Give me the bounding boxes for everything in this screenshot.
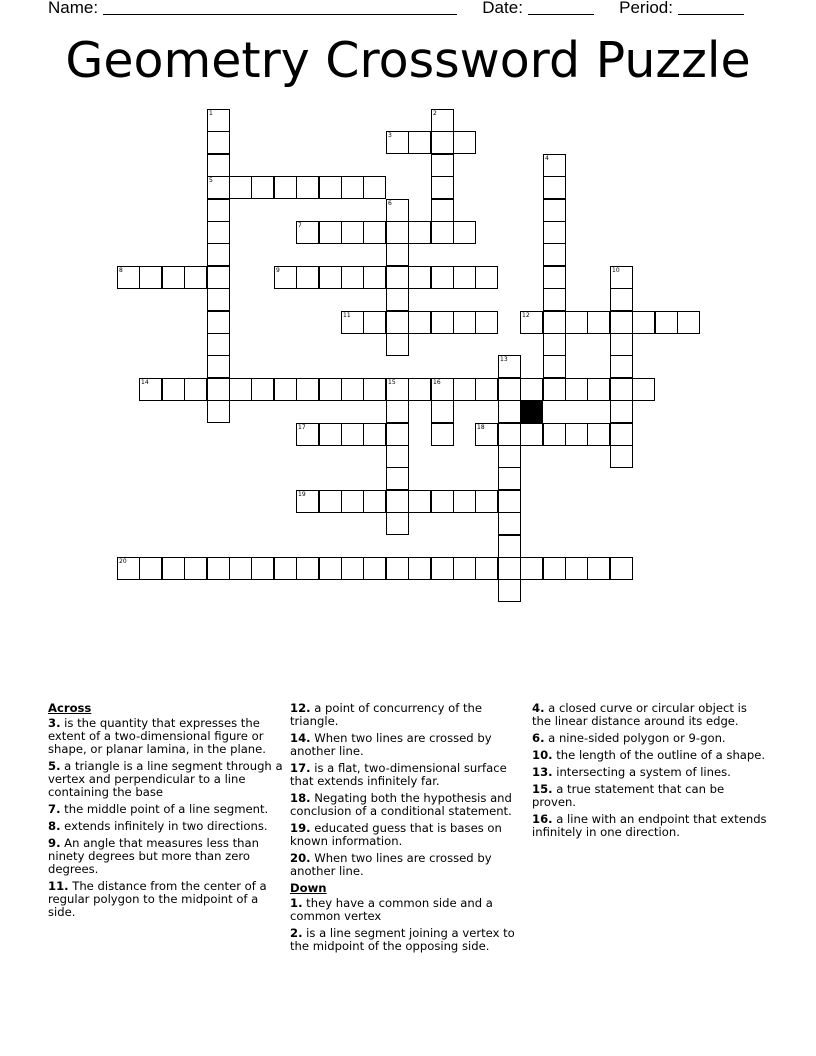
crossword-cell[interactable]: [408, 490, 431, 513]
crossword-cell[interactable]: [319, 557, 342, 580]
crossword-cell[interactable]: [229, 176, 252, 199]
clue-down-15: 15. a true statement that can be proven.: [532, 782, 725, 809]
crossword-cell[interactable]: [498, 490, 521, 513]
crossword-cell[interactable]: [207, 199, 230, 222]
crossword-cell[interactable]: [408, 378, 431, 401]
name-label: Name:: [48, 0, 99, 17]
crossword-cell[interactable]: [139, 378, 162, 401]
crossword-cell[interactable]: [341, 423, 364, 446]
crossword-cell[interactable]: [498, 579, 521, 602]
clue-across-14: 14. When two lines are crossed by another line.: [290, 731, 492, 758]
clue-number: 7: [298, 222, 302, 229]
crossword-cell[interactable]: [543, 333, 566, 356]
clue-down-4: 4. a closed curve or circular object is the linear distance around its edge.: [532, 701, 747, 728]
crossword-cell[interactable]: [341, 311, 364, 334]
crossword-cell[interactable]: [610, 445, 633, 468]
crossword-cell[interactable]: [296, 221, 319, 244]
crossword-cell[interactable]: [408, 266, 431, 289]
crossword-cell[interactable]: [587, 423, 610, 446]
crossword-cell[interactable]: [610, 333, 633, 356]
crossword-cell[interactable]: [363, 311, 386, 334]
crossword-cell[interactable]: [610, 378, 633, 401]
clue-number: 17: [298, 424, 306, 431]
crossword-cell[interactable]: [117, 557, 140, 580]
clue-number: 2: [433, 110, 437, 117]
crossword-cell[interactable]: [363, 490, 386, 513]
crossword-cell[interactable]: [386, 512, 409, 535]
crossword-cell[interactable]: [296, 176, 319, 199]
crossword-cell[interactable]: [431, 176, 454, 199]
crossword-cell[interactable]: [543, 199, 566, 222]
clue-number: 11: [343, 312, 351, 319]
crossword-cell[interactable]: [632, 311, 655, 334]
crossword-cell[interactable]: [296, 266, 319, 289]
clue-down-1: 1. they have a common side and a common vertex: [290, 896, 493, 923]
clue-down-13: 13. intersecting a system of lines.: [532, 765, 731, 779]
crossword-cell[interactable]: [431, 378, 454, 401]
crossword-cell[interactable]: [587, 557, 610, 580]
crossword-cell[interactable]: [543, 355, 566, 378]
crossword-cell[interactable]: [498, 400, 521, 423]
crossword-cell[interactable]: [610, 423, 633, 446]
crossword-cell[interactable]: [363, 266, 386, 289]
crossword-cell[interactable]: [431, 221, 454, 244]
crossword-cell[interactable]: [475, 423, 498, 446]
clue-down-6: 6. a nine-sided polygon or 9-gon.: [532, 731, 726, 745]
clues-column-3: [532, 702, 768, 843]
crossword-cell[interactable]: [565, 423, 588, 446]
crossword-cell[interactable]: [408, 311, 431, 334]
crossword-cell[interactable]: [207, 266, 230, 289]
crossword-cell[interactable]: [139, 266, 162, 289]
crossword-cell[interactable]: [453, 557, 476, 580]
crossword-cell[interactable]: [184, 378, 207, 401]
crossword-cell[interactable]: [207, 154, 230, 177]
across-heading: Across: [48, 701, 92, 715]
crossword-cell[interactable]: [274, 557, 297, 580]
crossword-cell[interactable]: [319, 423, 342, 446]
clue-number: 18: [477, 424, 485, 431]
crossword-cell[interactable]: [520, 557, 543, 580]
crossword-cell[interactable]: [475, 311, 498, 334]
crossword-cell[interactable]: [610, 311, 633, 334]
clue-across-3: 3. is the quantity that expresses the extent of a two-dimensional figure or shape, or planar lamina, in the plane.: [48, 716, 266, 756]
crossword-cell[interactable]: [162, 557, 185, 580]
crossword-cell[interactable]: [386, 131, 409, 154]
crossword-cell[interactable]: [386, 423, 409, 446]
crossword-cell[interactable]: [319, 490, 342, 513]
crossword-cell[interactable]: [453, 490, 476, 513]
crossword-cell[interactable]: [296, 557, 319, 580]
crossword-cell[interactable]: [632, 378, 655, 401]
down-heading: Down: [290, 881, 327, 895]
crossword-cell[interactable]: [498, 378, 521, 401]
crossword-cell[interactable]: [207, 355, 230, 378]
crossword-cell[interactable]: [498, 557, 521, 580]
crossword-cell[interactable]: [139, 557, 162, 580]
crossword-cell[interactable]: [229, 378, 252, 401]
clue-number: 20: [119, 558, 127, 565]
clue-across-20: 20. When two lines are crossed by another line.: [290, 851, 492, 878]
period-label: Period:: [619, 0, 673, 17]
clue-down-10: 10. the length of the outline of a shape.: [532, 748, 766, 762]
crossword-cell[interactable]: [207, 557, 230, 580]
crossword-cell[interactable]: [431, 557, 454, 580]
clues-column-2: [290, 702, 526, 957]
crossword-cell[interactable]: [319, 266, 342, 289]
crossword-cell[interactable]: [543, 557, 566, 580]
crossword-cell[interactable]: [162, 378, 185, 401]
crossword-cell[interactable]: [319, 221, 342, 244]
crossword-cell[interactable]: [229, 557, 252, 580]
crossword-cell[interactable]: [408, 131, 431, 154]
crossword-cell[interactable]: [341, 266, 364, 289]
crossword-cell[interactable]: [453, 311, 476, 334]
clue-number: 9: [276, 267, 280, 274]
crossword-cell[interactable]: [453, 131, 476, 154]
crossword-cell[interactable]: [207, 288, 230, 311]
crossword-cell[interactable]: [319, 378, 342, 401]
crossword-cell[interactable]: [543, 423, 566, 446]
crossword-cell[interactable]: [520, 378, 543, 401]
crossword-cell[interactable]: [431, 311, 454, 334]
clue-across-17: 17. is a flat, two-dimensional surface that extends infinitely far.: [290, 761, 507, 788]
crossword-cell[interactable]: [386, 266, 409, 289]
crossword-cell[interactable]: [363, 378, 386, 401]
crossword-cell[interactable]: [498, 355, 521, 378]
crossword-cell[interactable]: [475, 557, 498, 580]
crossword-cell[interactable]: [184, 266, 207, 289]
crossword-cell[interactable]: [431, 199, 454, 222]
crossword-cell[interactable]: [543, 243, 566, 266]
crossword-cell[interactable]: [207, 400, 230, 423]
clue-number: 5: [209, 177, 213, 184]
crossword-cell[interactable]: [543, 221, 566, 244]
crossword-cell[interactable]: [386, 445, 409, 468]
crossword-cell[interactable]: [162, 266, 185, 289]
crossword-cell[interactable]: [543, 288, 566, 311]
crossword-cell[interactable]: [386, 467, 409, 490]
crossword-cell[interactable]: [543, 154, 566, 177]
crossword-cell[interactable]: [386, 243, 409, 266]
clue-number: 1: [209, 110, 213, 117]
clue-number: 16: [433, 379, 441, 386]
crossword-cell[interactable]: [207, 311, 230, 334]
clue-number: 6: [388, 200, 392, 207]
crossword-cell[interactable]: [408, 557, 431, 580]
crossword-cell[interactable]: [587, 311, 610, 334]
crossword-cell[interactable]: [341, 490, 364, 513]
crossword-cell[interactable]: [117, 266, 140, 289]
page-title: Geometry Crossword Puzzle: [65, 32, 751, 89]
crossword-cell[interactable]: [386, 557, 409, 580]
crossword-cell[interactable]: [319, 176, 342, 199]
clue-number: 4: [545, 155, 549, 162]
crossword-cell[interactable]: [363, 423, 386, 446]
crossword-cell[interactable]: [341, 557, 364, 580]
clue-down-16: 16. a line with an endpoint that extends infinitely in one direction.: [532, 812, 767, 839]
crossword-cell[interactable]: [610, 355, 633, 378]
crossword-cell[interactable]: [274, 176, 297, 199]
crossword-cell[interactable]: [363, 221, 386, 244]
crossword-cell[interactable]: [207, 333, 230, 356]
crossword-cell[interactable]: [386, 400, 409, 423]
clue-across-9: 9. An angle that measures less than ninety degrees but more than zero degrees.: [48, 836, 259, 876]
clue-number: 3: [388, 132, 392, 139]
crossword-cell[interactable]: [386, 199, 409, 222]
crossword-cell[interactable]: [610, 266, 633, 289]
clue-across-12: 12. a point of concurrency of the triangle.: [290, 701, 483, 728]
crossword-cell[interactable]: [475, 490, 498, 513]
crossword-cell[interactable]: [498, 445, 521, 468]
crossword-cell[interactable]: [565, 557, 588, 580]
crossword-cell[interactable]: [453, 378, 476, 401]
crossword-cell[interactable]: [296, 378, 319, 401]
crossword-cell[interactable]: [207, 131, 230, 154]
crossword-cell[interactable]: [274, 378, 297, 401]
crossword-cell[interactable]: [498, 512, 521, 535]
crossword-cell[interactable]: [341, 221, 364, 244]
clue-across-5: 5. a triangle is a line segment through a vertex and perpendicular to a line containing the base: [48, 759, 283, 799]
crossword-cell[interactable]: [386, 221, 409, 244]
crossword-cell[interactable]: [431, 154, 454, 177]
crossword-cell[interactable]: [453, 221, 476, 244]
crossword-cell[interactable]: [520, 311, 543, 334]
crossword-cell[interactable]: [431, 266, 454, 289]
crossword-cell[interactable]: [498, 467, 521, 490]
crossword-cell[interactable]: [363, 557, 386, 580]
crossword-cell[interactable]: [386, 288, 409, 311]
clue-number: 15: [388, 379, 396, 386]
clue-across-7: 7. the middle point of a line segment.: [48, 802, 269, 816]
crossword-cell[interactable]: [655, 311, 678, 334]
crossword-cell[interactable]: [363, 176, 386, 199]
crossword-cell[interactable]: [386, 333, 409, 356]
crossword-cell[interactable]: [543, 311, 566, 334]
crossword-cell[interactable]: [386, 311, 409, 334]
crossword-cell[interactable]: [207, 378, 230, 401]
crossword-cell[interactable]: [677, 311, 700, 334]
crossword-cell[interactable]: [296, 423, 319, 446]
crossword-cell[interactable]: [475, 378, 498, 401]
crossword-cell[interactable]: [341, 176, 364, 199]
crossword-cell[interactable]: [274, 266, 297, 289]
crossword-cell[interactable]: [565, 311, 588, 334]
clue-across-11: 11. The distance from the center of a regular polygon to the midpoint of a side.: [48, 879, 267, 919]
crossword-cell[interactable]: [296, 490, 319, 513]
crossword-cell[interactable]: [475, 266, 498, 289]
crossword-cell[interactable]: [565, 378, 588, 401]
crossword-cell[interactable]: [431, 109, 454, 132]
clue-number: 12: [522, 312, 530, 319]
clue-number: 19: [298, 491, 306, 498]
clue-number: 10: [612, 267, 620, 274]
crossword-cell[interactable]: [341, 378, 364, 401]
crossword-cell[interactable]: [431, 131, 454, 154]
clue-number: 8: [119, 267, 123, 274]
crossword-cell[interactable]: [498, 535, 521, 558]
crossword-cell[interactable]: [453, 266, 476, 289]
clue-across-8: 8. extends infinitely in two directions.: [48, 819, 268, 833]
clues-column-1: [48, 702, 284, 923]
blocked-cell: [520, 400, 543, 423]
crossword-cell[interactable]: [587, 378, 610, 401]
crossword-cell[interactable]: [610, 557, 633, 580]
crossword-cell[interactable]: [610, 288, 633, 311]
crossword-cell[interactable]: [251, 176, 274, 199]
crossword-cell[interactable]: [408, 221, 431, 244]
crossword-cell[interactable]: [184, 557, 207, 580]
crossword-cell[interactable]: [543, 266, 566, 289]
crossword-cell[interactable]: [207, 221, 230, 244]
crossword-cell[interactable]: [207, 243, 230, 266]
clue-number: 13: [500, 356, 508, 363]
crossword-cell[interactable]: [431, 490, 454, 513]
crossword-cell[interactable]: [543, 176, 566, 199]
crossword-cell[interactable]: [543, 378, 566, 401]
crossword-cell[interactable]: [207, 109, 230, 132]
crossword-cell[interactable]: [431, 400, 454, 423]
crossword-cell[interactable]: [520, 423, 543, 446]
clue-across-18: 18. Negating both the hypothesis and conclusion of a conditional statement.: [290, 791, 512, 818]
date-label: Date:: [482, 0, 523, 17]
clue-down-2: 2. is a line segment joining a vertex to the midpoint of the opposing side.: [290, 926, 515, 953]
clue-number: 14: [141, 379, 149, 386]
crossword-cell[interactable]: [386, 378, 409, 401]
clue-across-19: 19. educated guess that is bases on known information.: [290, 821, 502, 848]
crossword-cell[interactable]: [207, 176, 230, 199]
crossword-cell[interactable]: [610, 400, 633, 423]
crossword-cell[interactable]: [431, 423, 454, 446]
crossword-cell[interactable]: [251, 557, 274, 580]
crossword-cell[interactable]: [251, 378, 274, 401]
crossword-cell[interactable]: [386, 490, 409, 513]
crossword-cell[interactable]: [498, 423, 521, 446]
